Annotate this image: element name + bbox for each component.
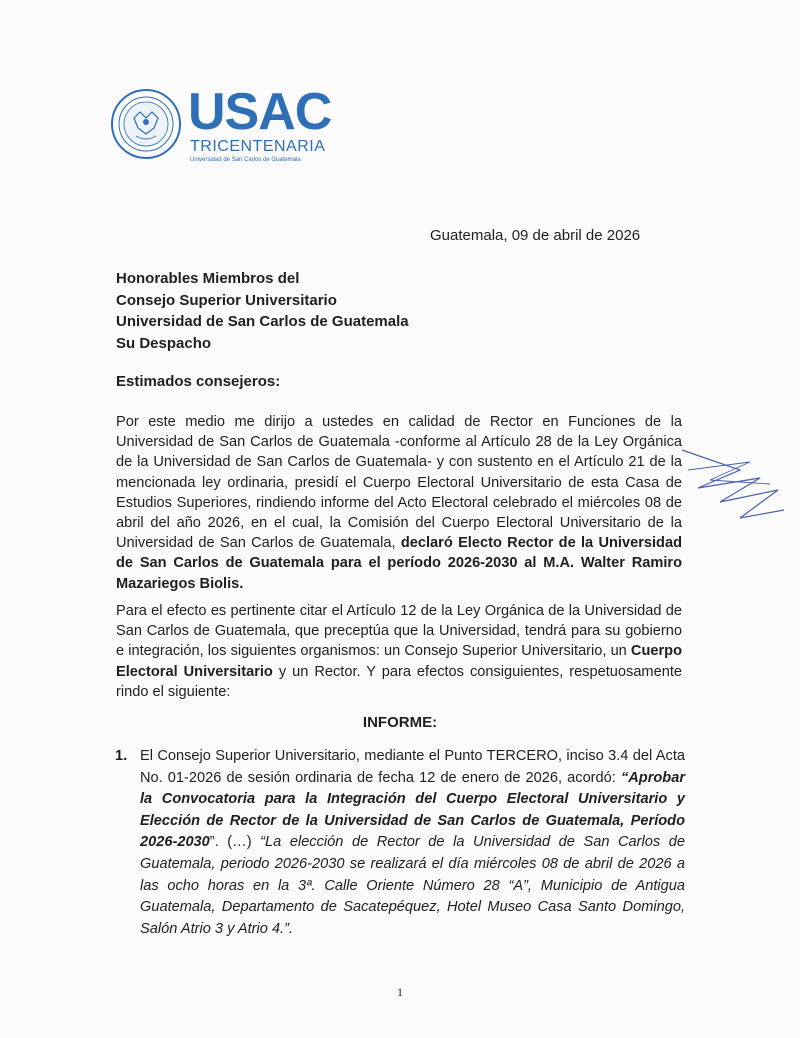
addressee-line: Honorables Miembros del [116, 270, 300, 287]
list-item-number: 1. [115, 748, 128, 764]
report-heading: INFORME: [362, 714, 438, 731]
addressee-block [116, 268, 409, 354]
paragraph-2-bold: Cuerpo Electoral Universitario [116, 643, 682, 680]
usac-logo [110, 83, 350, 168]
item-mid: ”. (…) [209, 834, 261, 851]
item-intro: El Consejo Superior Universitario, mediante el Punto TERCERO, inciso 3.4 del Acta No. 01-2026 de sesión ordinaria de fecha 12 de enero de 2026, acordó: [140, 748, 685, 786]
paragraph-1-text: Por este medio me dirijo a ustedes en calidad de Rector en Funciones de la Universidad de San Carlos de Guatemala -conforme al Artículo 28 de la Ley Orgánica de la Universidad de San Carlos de Guatemala- y con sustento en el Artículo 21 de la mencionada ley ordinaria, presidí el Cuerpo Electoral Universitario de esta Casa de Estudios Superiores, rindiendo informe del Acto Electoral celebrado el miércoles 08 de abril del año 2026, en el cual, la Comisión del Cuerpo Electoral Universitario de la Universidad de San Carlos de Guatemala, [116, 414, 682, 552]
greeting: Estimados consejeros: [116, 373, 281, 390]
date-line: Guatemala, 09 de abril de 2026 [430, 227, 641, 244]
paragraph-2-text-end: y un Rector. Y para efectos consiguientes, respetuosamente rindo el siguiente: [116, 663, 682, 700]
brand-wordmark: USAC [188, 83, 332, 141]
paragraph-2 [116, 601, 682, 702]
list-item [115, 746, 685, 940]
paragraph-2-text: Para el efecto es pertinente citar el Artículo 12 de la Ley Orgánica de la Universidad de San Carlos de Guatemala, que preceptúa que la Universidad, tendrá para su gobierno e integración, los siguientes organismos: un Consejo Superior Universitario, un [116, 603, 682, 660]
addressee-line: Consejo Superior Universitario [116, 291, 337, 309]
university-seal-icon [110, 88, 182, 160]
addressee-line: Su Despacho [116, 334, 212, 352]
list-item-body [140, 746, 685, 940]
signature-mark [680, 440, 790, 550]
paragraph-1-bold: declaró Electo Rector de la Universidad de San Carlos de Guatemala para el período 2026-2030 al M.A. Walter Ramiro Mazariegos Biolis. [116, 535, 682, 592]
paragraph-1 [116, 412, 682, 594]
page-number: 1 [397, 985, 403, 999]
brand-subtitle-small: Universidad de San Carlos de Guatemala [190, 157, 301, 163]
brand-subtitle: TRICENTENARIA [190, 138, 326, 155]
addressee-line: Universidad de San Carlos de Guatemala [116, 313, 409, 330]
item-quote-2: “La elección de Rector de la Universidad de San Carlos de Guatemala, periodo 2026-2030 se realizará el día miércoles 08 de abril de 2026 a las ocho horas en la 3ª. Calle Oriente Número 28 “A”, Municipio de Antigua Guatemala, Departamento de Sacatepéquez, Hotel Museo Casa Santo Domingo, Salón Atrio 3 y Atrio 4.”. [140, 834, 685, 937]
item-quote-1: “Aprobar la Convocatoria para la Integración del Cuerpo Electoral Universitario y Elección de Rector de la Universidad de San Carlos de Guatemala, Período 2026-2030 [140, 769, 685, 851]
